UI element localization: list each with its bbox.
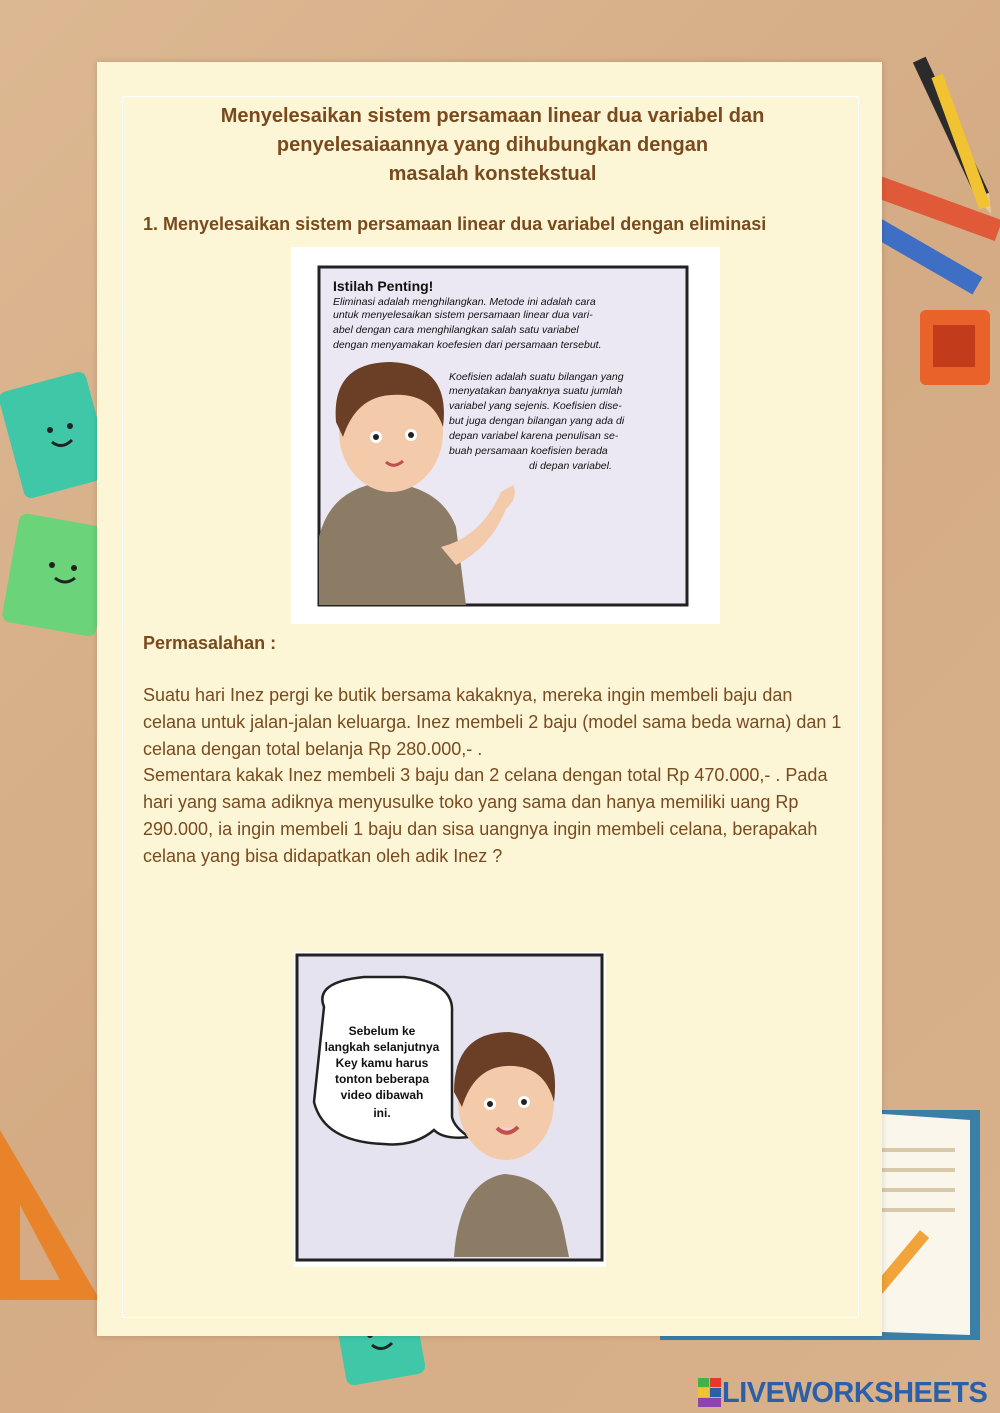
- problem-paragraph: Suatu hari Inez pergi ke butik bersama kakaknya, mereka ingin membeli baju dan celana untuk jalan-jalan keluarga. Inez membeli 2 baju (model sama beda warna) dan 1 celana dengan total belanja Rp 280.000,- .: [143, 685, 842, 759]
- liveworksheets-logo[interactable]: [698, 1376, 987, 1410]
- comic-text-line: depan variabel karena penulisan se-: [449, 430, 619, 442]
- bubble-text-line: video dibawah: [340, 1088, 424, 1102]
- comic-text-line: Koefisien adalah suatu bilangan yang: [449, 371, 624, 383]
- title-line: penyelesaiaannya yang dihubungkan dengan: [276, 134, 709, 156]
- comic-panel-video-prompt: [294, 952, 606, 1267]
- bubble-text-line: tonton beberapa: [334, 1072, 430, 1086]
- bubble-text-line: Key kamu harus: [335, 1056, 429, 1070]
- problem-text: [143, 682, 843, 870]
- comic-illustration-2: [294, 952, 606, 1267]
- problem-paragraph: Sementara kakak Inez membeli 3 baju dan 2 celana dengan total Rp 470.000,- . Pada hari yang sama adiknya menyusulke toko yang sama dan hanya memiliki uang Rp 290.000, ia ingin membeli 1 baju dan sisa uangnya ingin membeli celana, berapakah celana yang bisa didapatkan oleh adik Inez ?: [143, 765, 828, 866]
- bubble-text-line: Sebelum ke: [348, 1024, 416, 1038]
- problem-heading: Permasalahan :: [143, 633, 277, 653]
- orange-box-decoration: [915, 300, 1000, 400]
- comic-text-line: menyatakan banyaknya suatu jumlah: [449, 385, 623, 397]
- comic-text-line: untuk menyelesaikan sistem persamaan linear dua vari-: [333, 309, 593, 321]
- comic-text-line: Eliminasi adalah menghilangkan. Metode ini adalah cara: [333, 296, 596, 308]
- comic-text-line: abel dengan cara menghilangkan salah satu variabel: [333, 324, 579, 336]
- bubble-text-line: langkah selanjutnya: [324, 1040, 440, 1054]
- comic-text-line: buah persamaan koefisien berada: [449, 445, 608, 457]
- title-line: Menyelesaikan sistem persamaan linear dua variabel dan: [220, 105, 765, 127]
- comic-text-line: but juga dengan bilangan yang ada di: [449, 415, 625, 427]
- bubble-text-line: ini.: [373, 1106, 391, 1120]
- comic-panel-definitions: [291, 247, 720, 624]
- comic-text-line: di depan variabel.: [529, 460, 612, 472]
- worksheet-title: [150, 102, 835, 189]
- title-line: masalah konstekstual: [388, 163, 597, 185]
- comic-text-line: dengan menyamakan koefesien dari persamaan tersebut.: [333, 339, 602, 351]
- comic-heading: Istilah Penting!: [333, 278, 434, 294]
- liveworksheets-logo-icon: [698, 1378, 722, 1408]
- comic-illustration: [291, 247, 720, 624]
- triangle-ruler-decoration: [0, 1110, 110, 1310]
- logo-text: LIVEWORKSHEETS: [722, 1376, 988, 1409]
- section-title: 1. Menyelesaikan sistem persamaan linear dua variabel dengan eliminasi: [143, 214, 767, 234]
- comic-text-line: variabel yang sejenis. Koefisien dise-: [449, 400, 622, 412]
